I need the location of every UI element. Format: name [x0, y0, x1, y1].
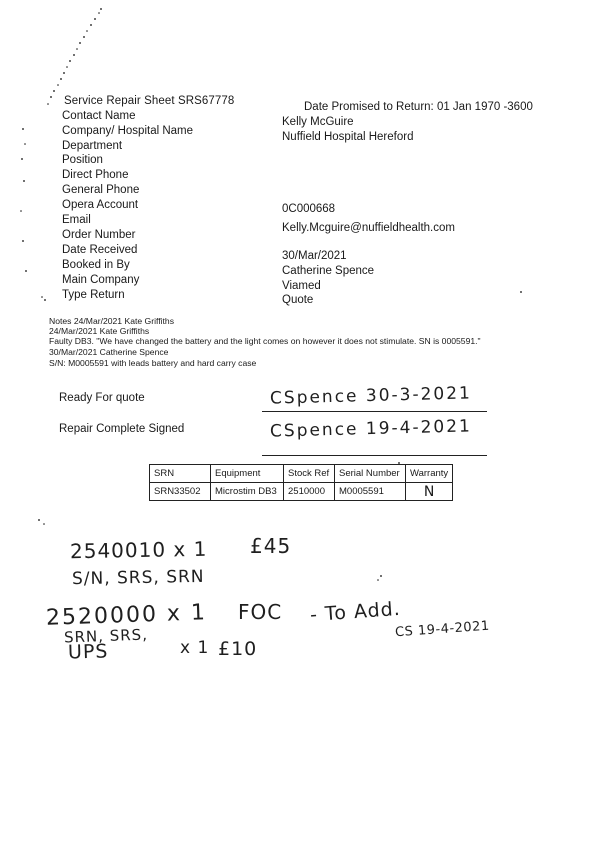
label-booked-in-by: Booked in By — [62, 259, 130, 271]
note-line: 24/Mar/2021 Kate Griffiths — [49, 326, 150, 336]
complete-signature-line — [262, 455, 487, 456]
complete-signature: CSpence 19-4-2021 — [269, 416, 473, 442]
value-booked-in-by: Catherine Spence — [282, 265, 375, 277]
cell-equipment: Microstim DB3 — [211, 483, 284, 501]
note-line: Faulty DB3. "We have changed the battery and the light comes on however it does not stimulate. SN is 0005591." — [49, 336, 481, 346]
equipment-table — [149, 464, 453, 501]
handwritten-price-line3: FOC — [238, 600, 283, 624]
scan-speck — [90, 24, 92, 26]
label-type-return: Type Return — [62, 289, 125, 301]
table-row — [150, 483, 453, 501]
scan-speck — [25, 270, 27, 272]
header-srn: SRN — [150, 465, 211, 483]
scan-speck — [20, 210, 22, 212]
equipment-header-row — [150, 465, 453, 483]
repair-complete-label: Repair Complete Signed — [59, 423, 185, 435]
label-opera-account: Opera Account — [62, 199, 139, 211]
cell-warranty: N — [406, 483, 453, 501]
handwritten-part-line5: UPS — [67, 640, 109, 664]
value-email: Kelly.Mcguire@nuffieldhealth.com — [282, 222, 455, 234]
label-department: Department — [62, 140, 123, 152]
sheet-title: Service Repair Sheet SRS67778 — [64, 95, 235, 107]
note-line: 30/Mar/2021 Catherine Spence — [49, 347, 169, 357]
scan-speck — [79, 42, 81, 44]
label-general-phone: General Phone — [62, 184, 140, 196]
value-company: Nuffield Hospital Hereford — [282, 131, 414, 143]
scan-speck — [83, 36, 85, 38]
cell-serial-number: M0005591 — [335, 483, 406, 501]
value-opera-account: 0C000668 — [282, 203, 336, 215]
scan-speck — [43, 523, 45, 525]
scan-speck — [94, 18, 96, 20]
handwritten-line2: S/N, SRS, SRN — [71, 566, 205, 590]
handwritten-price-line5: £10 — [218, 638, 258, 660]
scan-speck — [22, 240, 24, 242]
header-serial-number: Serial Number — [335, 465, 406, 483]
scan-speck — [38, 519, 40, 521]
label-date-received: Date Received — [62, 244, 138, 256]
header-equipment: Equipment — [211, 465, 284, 483]
note-line: S/N: M0005591 with leads battery and hard carry case — [49, 358, 257, 368]
handwritten-line4: SRN, SRS, — [63, 625, 149, 647]
label-company: Company/ Hospital Name — [62, 125, 194, 137]
value-date-received: 30/Mar/2021 — [282, 250, 347, 262]
scan-speck — [63, 72, 65, 74]
scan-speck — [44, 299, 46, 301]
handwritten-qty-line5: x 1 — [180, 638, 210, 658]
cell-srn: SRN33502 — [150, 483, 211, 501]
ready-for-quote-label: Ready For quote — [59, 392, 145, 404]
scan-speck — [23, 180, 25, 182]
scan-speck — [98, 12, 100, 14]
scan-speck — [47, 103, 49, 105]
label-email: Email — [62, 214, 91, 226]
header-stock-ref: Stock Ref — [284, 465, 335, 483]
handwritten-initials-date: CS 19-4-2021 — [394, 618, 491, 641]
scan-speck — [53, 90, 55, 92]
date-promised: Date Promised to Return: 01 Jan 1970 -3600 — [304, 101, 533, 113]
label-contact-name: Contact Name — [62, 110, 136, 122]
value-contact-name: Kelly McGuire — [282, 116, 354, 128]
scan-speck — [76, 48, 78, 50]
handwritten-price-line1: £45 — [250, 534, 292, 558]
handwritten-note-line3: - To Add. — [309, 597, 402, 627]
value-main-company: Viamed — [282, 280, 321, 292]
scan-speck — [22, 128, 24, 130]
scan-speck — [520, 291, 522, 293]
handwritten-part-line3: 2520000 x 1 — [45, 600, 208, 631]
cell-stock-ref: 2510000 — [284, 483, 335, 501]
label-direct-phone: Direct Phone — [62, 169, 129, 181]
scan-speck — [57, 84, 59, 86]
scan-speck — [60, 78, 62, 80]
handwritten-part-line1: 2540010 x 1 — [69, 536, 208, 564]
scan-speck — [86, 30, 88, 32]
ready-signature-line — [262, 411, 487, 412]
scan-speck — [100, 8, 102, 10]
label-order-number: Order Number — [62, 229, 136, 241]
header-warranty: Warranty — [406, 465, 453, 483]
label-position: Position — [62, 154, 103, 166]
scan-speck — [41, 296, 43, 298]
scan-speck — [69, 60, 71, 62]
scan-speck — [66, 66, 68, 68]
scan-speck — [50, 96, 52, 98]
scan-speck — [21, 158, 23, 160]
label-main-company: Main Company — [62, 274, 140, 286]
scan-speck — [377, 579, 379, 581]
scan-speck — [24, 143, 26, 145]
ready-signature: CSpence 30-3-2021 — [269, 383, 473, 409]
note-line: Notes 24/Mar/2021 Kate Griffiths — [49, 316, 174, 326]
scan-speck — [380, 575, 382, 577]
scan-speck — [73, 54, 75, 56]
value-type-return: Quote — [282, 294, 314, 306]
